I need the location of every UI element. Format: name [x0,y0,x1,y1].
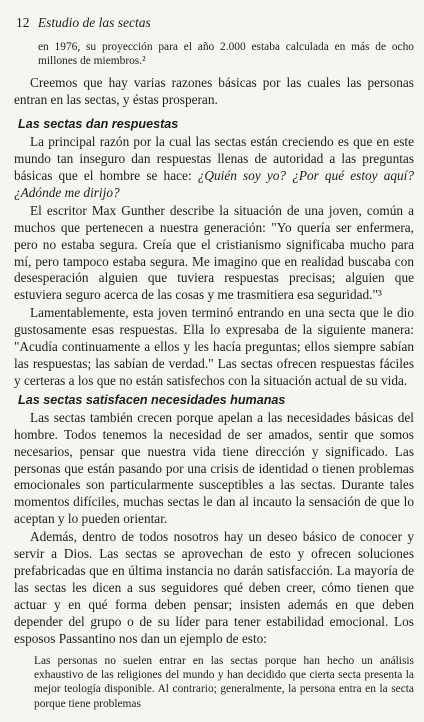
paragraph-ademas: Además, dentro de todos nosotros hay un deseo básico de conocer y servir a Dios. Las sectas se aprovechan de esto y ofrecen soluciones prefabricadas que en última instancia no darán satisfacción. La mayoría de las sectas les dicen a sus seguidores qué deben creer, cómo tienen que actuar y en qué forma deben pensar; insisten además en que deben depender del grupo o de su líder para tener estabilidad emocional. Los esposos Passantino nos dan un ejemplo de esto: [14,529,414,646]
paragraph-text: La principal razón por la cual las sectas están creciendo es que en este mundo tan inseguro dan respuestas llenas de autoridad a las preguntas básicas que el hombre se hace: [14,134,414,184]
intro-paragraph: Creemos que hay varias razones básicas por las cuales las personas entran en las sectas, y éstas prosperan. [14,75,414,108]
paragraph-needs: Las sectas también crecen porque apelan a las necesidades básicas del hombre. Todos tenemos la necesidad de ser amados, sentir que somos necesarios, pensar que nuestra vida tiene dirección y significado. Las personas que están pasando por una crisis de identidad o tienen problemas emocionales son particularmente susceptibles a las sectas. Durante tales momentos difíciles, muchas sectas le dan al incauto la sensación de que lo aceptan y lo pueden orientar. [14,409,414,527]
page-body [14,40,414,711]
paragraph-lamentablemente: Lamentablemente, esta joven terminó entrando en una secta que le dio gustosamente esas respuestas. Ella lo expresaba de la siguiente manera: "Acudía continuamente a ellos y les hacía preguntas; ellos siempre sabían las respuestas; las sabían de verdad." Las sectas ofrecen respuestas fáciles y certeras a los que no están satisfechos con la situación actual de su vida. [14,305,414,388]
block-quote: Las personas no suelen entrar en las sectas porque han hecho un análisis exhaustivo de las religiones del mundo y han decidido que cierta secta presenta la mejor teología disponible. Al contrario; generalmente, la persona entra en la secta porque tiene problemas [34,654,414,710]
section-heading-respuestas: Las sectas dan respuestas [18,117,179,132]
paragraph-max-gunther: El escritor Max Gunther describe la situación de una joven, común a muchos que pertenecen a nuestra generación: "Yo quería ser enfermera, pero no estaba segura. Creía que el cristianismo significaba mucho para mí, pero tampoco estaba segura. Me imagino que en realidad buscaba con desesperación alguien que tuviera respuestas precisas; alguien que estuviera seguro acerca de las cosas y me trasmitiera esa seguridad."³ [14,202,414,303]
running-header [16,14,151,32]
paragraph-main-reason [14,134,414,202]
running-title: Estudio de las sectas [37,15,151,30]
page-number: 12 [16,15,30,30]
italic-questions: ¿Quién soy yo? ¿Por qué estoy aquí? ¿Adónde me dirijo? [14,168,414,200]
footnote-continuation: en 1976, su proyección para el año 2.000 estaba calculada en más de ocho millones de miembros.² [38,41,414,68]
section-heading-necesidades: Las sectas satisfacen necesidades humanas [18,392,286,407]
